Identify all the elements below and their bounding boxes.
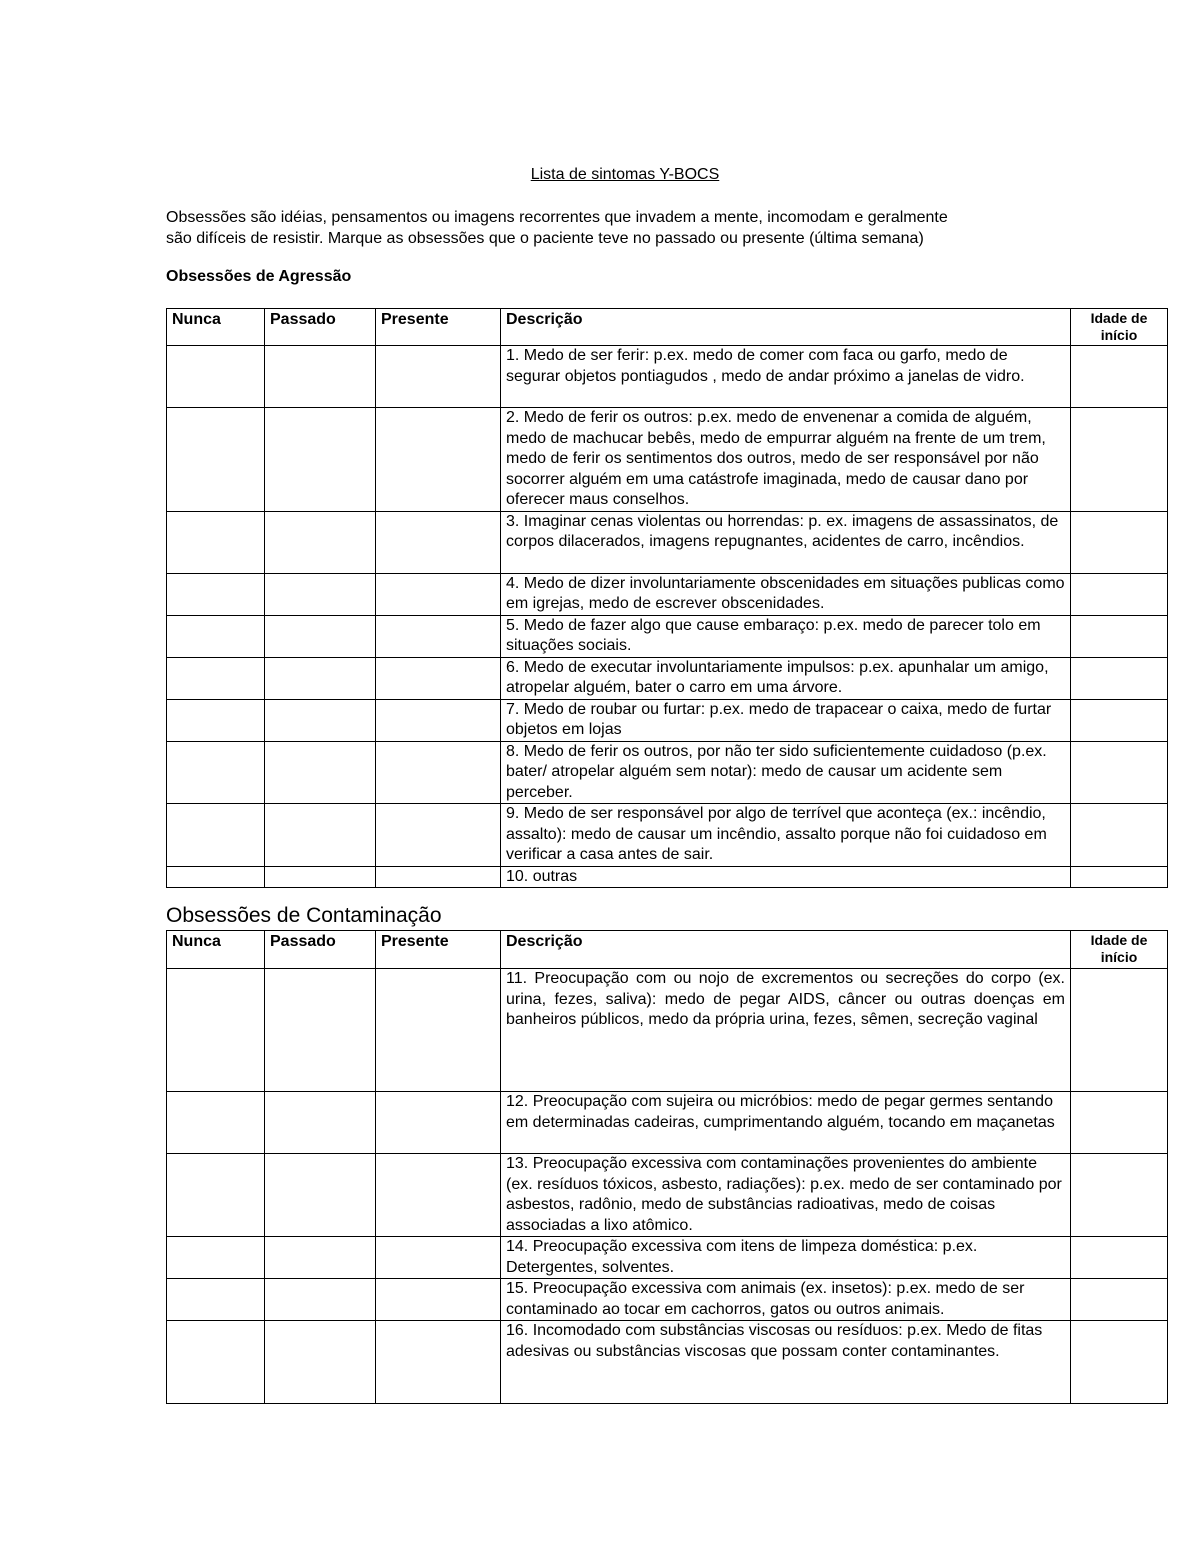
age-cell[interactable] (1071, 573, 1168, 615)
age-cell[interactable] (1071, 1321, 1168, 1404)
section-title-agressao: Obsessões de Agressão (166, 268, 352, 285)
col-header-idade-line: Idade de (1090, 932, 1148, 948)
table-row (167, 804, 1168, 867)
table-row (167, 1092, 1168, 1154)
age-cell[interactable] (1071, 1092, 1168, 1154)
table-row (167, 969, 1168, 1092)
check-cell-presente[interactable] (376, 1279, 501, 1321)
age-cell[interactable] (1071, 615, 1168, 657)
check-cell-passado[interactable] (265, 615, 376, 657)
item-description: 2. Medo de ferir os outros: p.ex. medo de envenenar a comida de alguém, medo de machucar bebês, medo de empurrar alguém na frente de um trem, medo de ferir os sentimentos dos outros, medo de ser responsável por não socorrer alguém em uma catástrofe imaginada, medo de causar dano por oferecer maus conselhos. (501, 408, 1071, 512)
item-description: 9. Medo de ser responsável por algo de terrível que aconteça (ex.: incêndio, assalto): medo de causar um incêndio, assalto porque não foi cuidadoso em verificar a casa antes de sair. (501, 804, 1071, 867)
check-cell-nunca[interactable] (167, 1154, 265, 1237)
col-header-idade (1071, 309, 1168, 346)
age-cell[interactable] (1071, 804, 1168, 867)
col-header-nunca: Nunca (167, 309, 265, 346)
check-cell-nunca[interactable] (167, 615, 265, 657)
col-header-idade-line: início (1100, 949, 1138, 965)
check-cell-presente[interactable] (376, 1092, 501, 1154)
table-header-row (167, 931, 1168, 969)
check-cell-presente[interactable] (376, 657, 501, 699)
table-row (167, 408, 1168, 512)
age-cell[interactable] (1071, 1154, 1168, 1237)
age-cell[interactable] (1071, 346, 1168, 408)
table-header-row (167, 309, 1168, 346)
table-row (167, 741, 1168, 804)
check-cell-passado[interactable] (265, 511, 376, 573)
check-cell-passado[interactable] (265, 657, 376, 699)
check-cell-nunca[interactable] (167, 866, 265, 888)
check-cell-nunca[interactable] (167, 511, 265, 573)
age-cell[interactable] (1071, 969, 1168, 1092)
table-row (167, 1321, 1168, 1404)
check-cell-passado[interactable] (265, 573, 376, 615)
item-description: 6. Medo de executar involuntariamente impulsos: p.ex. apunhalar um amigo, atropelar alguém, bater o carro em uma árvore. (501, 657, 1071, 699)
item-description: 4. Medo de dizer involuntariamente obscenidades em situações publicas como em igrejas, medo de escrever obscenidades. (501, 573, 1071, 615)
check-cell-presente[interactable] (376, 804, 501, 867)
check-cell-nunca[interactable] (167, 1092, 265, 1154)
col-header-descricao: Descrição (501, 931, 1071, 969)
col-header-presente: Presente (376, 931, 501, 969)
check-cell-presente[interactable] (376, 573, 501, 615)
intro-paragraph (166, 207, 1106, 249)
symptom-table-agressao (166, 308, 1168, 888)
item-description: 10. outras (501, 866, 1071, 888)
check-cell-nunca[interactable] (167, 1321, 265, 1404)
check-cell-passado[interactable] (265, 699, 376, 741)
col-header-descricao: Descrição (501, 309, 1071, 346)
table-row (167, 511, 1168, 573)
item-description: 13. Preocupação excessiva com contaminações provenientes do ambiente (ex. resíduos tóxicos, asbesto, radiações): p.ex. medo de ser contaminado por asbestos, radônio, medo de substâncias radioativas, medo de coisas associadas a lixo atômico. (501, 1154, 1071, 1237)
item-description: 11. Preocupação com ou nojo de excrementos ou secreções do corpo (ex. urina, fezes, saliva): medo de pegar AIDS, câncer ou outras doenças em banheiros públicos, medo da própria urina, fezes, sêmen, secreção vaginal (501, 969, 1071, 1092)
check-cell-presente[interactable] (376, 741, 501, 804)
section-title-contaminacao: Obsessões de Contaminação (166, 904, 442, 927)
col-header-passado: Passado (265, 931, 376, 969)
check-cell-passado[interactable] (265, 1154, 376, 1237)
item-description: 14. Preocupação excessiva com itens de limpeza doméstica: p.ex. Detergentes, solventes. (501, 1237, 1071, 1279)
check-cell-passado[interactable] (265, 1237, 376, 1279)
item-description: 16. Incomodado com substâncias viscosas ou resíduos: p.ex. Medo de fitas adesivas ou substâncias viscosas que possam conter contaminantes. (501, 1321, 1071, 1404)
check-cell-presente[interactable] (376, 1237, 501, 1279)
check-cell-presente[interactable] (376, 699, 501, 741)
age-cell[interactable] (1071, 699, 1168, 741)
check-cell-passado[interactable] (265, 866, 376, 888)
check-cell-passado[interactable] (265, 804, 376, 867)
col-header-idade (1071, 931, 1168, 969)
item-description: 8. Medo de ferir os outros, por não ter sido suficientemente cuidadoso (p.ex. bater/ atropelar alguém sem notar): medo de causar um acidente sem perceber. (501, 741, 1071, 804)
check-cell-presente[interactable] (376, 1321, 501, 1404)
check-cell-nunca[interactable] (167, 741, 265, 804)
check-cell-passado[interactable] (265, 1279, 376, 1321)
item-description: 1. Medo de ser ferir: p.ex. medo de comer com faca ou garfo, medo de segurar objetos pontiagudos , medo de andar próximo a janelas de vidro. (501, 346, 1071, 408)
age-cell[interactable] (1071, 741, 1168, 804)
item-description: 12. Preocupação com sujeira ou micróbios: medo de pegar germes sentando em determinadas cadeiras, cumprimentando alguém, tocando em maçanetas (501, 1092, 1071, 1154)
check-cell-nunca[interactable] (167, 657, 265, 699)
age-cell[interactable] (1071, 408, 1168, 512)
table-row (167, 346, 1168, 408)
item-description: 15. Preocupação excessiva com animais (ex. insetos): p.ex. medo de ser contaminado ao tocar em cachorros, gatos ou outros animais. (501, 1279, 1071, 1321)
check-cell-passado[interactable] (265, 969, 376, 1092)
check-cell-nunca[interactable] (167, 346, 265, 408)
check-cell-nunca[interactable] (167, 1237, 265, 1279)
check-cell-presente[interactable] (376, 511, 501, 573)
check-cell-presente[interactable] (376, 615, 501, 657)
check-cell-passado[interactable] (265, 1092, 376, 1154)
check-cell-presente[interactable] (376, 969, 501, 1092)
col-header-idade-line: início (1100, 327, 1138, 343)
item-description: 3. Imaginar cenas violentas ou horrendas: p. ex. imagens de assassinatos, de corpos dilacerados, imagens repugnantes, acidentes de carro, incêndios. (501, 511, 1071, 573)
check-cell-nunca[interactable] (167, 699, 265, 741)
check-cell-nunca[interactable] (167, 969, 265, 1092)
table-row (167, 1154, 1168, 1237)
item-description: 5. Medo de fazer algo que cause embaraço: p.ex. medo de parecer tolo em situações sociais. (501, 615, 1071, 657)
check-cell-presente[interactable] (376, 1154, 501, 1237)
col-header-passado: Passado (265, 309, 376, 346)
check-cell-presente[interactable] (376, 866, 501, 888)
check-cell-nunca[interactable] (167, 1279, 265, 1321)
table-row (167, 699, 1168, 741)
age-cell[interactable] (1071, 1237, 1168, 1279)
check-cell-passado[interactable] (265, 1321, 376, 1404)
age-cell[interactable] (1071, 1279, 1168, 1321)
check-cell-nunca[interactable] (167, 408, 265, 512)
col-header-presente: Presente (376, 309, 501, 346)
check-cell-presente[interactable] (376, 408, 501, 512)
table-row (167, 657, 1168, 699)
table-row (167, 866, 1168, 888)
check-cell-passado[interactable] (265, 408, 376, 512)
table-row (167, 1279, 1168, 1321)
table-row (167, 573, 1168, 615)
age-cell[interactable] (1071, 511, 1168, 573)
col-header-idade-line: Idade de (1090, 310, 1148, 326)
check-cell-presente[interactable] (376, 346, 501, 408)
age-cell[interactable] (1071, 866, 1168, 888)
table-row (167, 1237, 1168, 1279)
check-cell-nunca[interactable] (167, 804, 265, 867)
check-cell-passado[interactable] (265, 741, 376, 804)
table-row (167, 615, 1168, 657)
page-title: Lista de sintomas Y-BOCS (530, 166, 720, 183)
symptom-table-contaminacao (166, 930, 1168, 1404)
age-cell[interactable] (1071, 657, 1168, 699)
check-cell-passado[interactable] (265, 346, 376, 408)
intro-line: Obsessões são idéias, pensamentos ou imagens recorrentes que invadem a mente, incomodam e geralmente (166, 209, 948, 226)
item-description: 7. Medo de roubar ou furtar: p.ex. medo de trapacear o caixa, medo de furtar objetos em lojas (501, 699, 1071, 741)
intro-line: são difíceis de resistir. Marque as obsessões que o paciente teve no passado ou presente (última semana) (166, 230, 924, 247)
check-cell-nunca[interactable] (167, 573, 265, 615)
col-header-nunca: Nunca (167, 931, 265, 969)
